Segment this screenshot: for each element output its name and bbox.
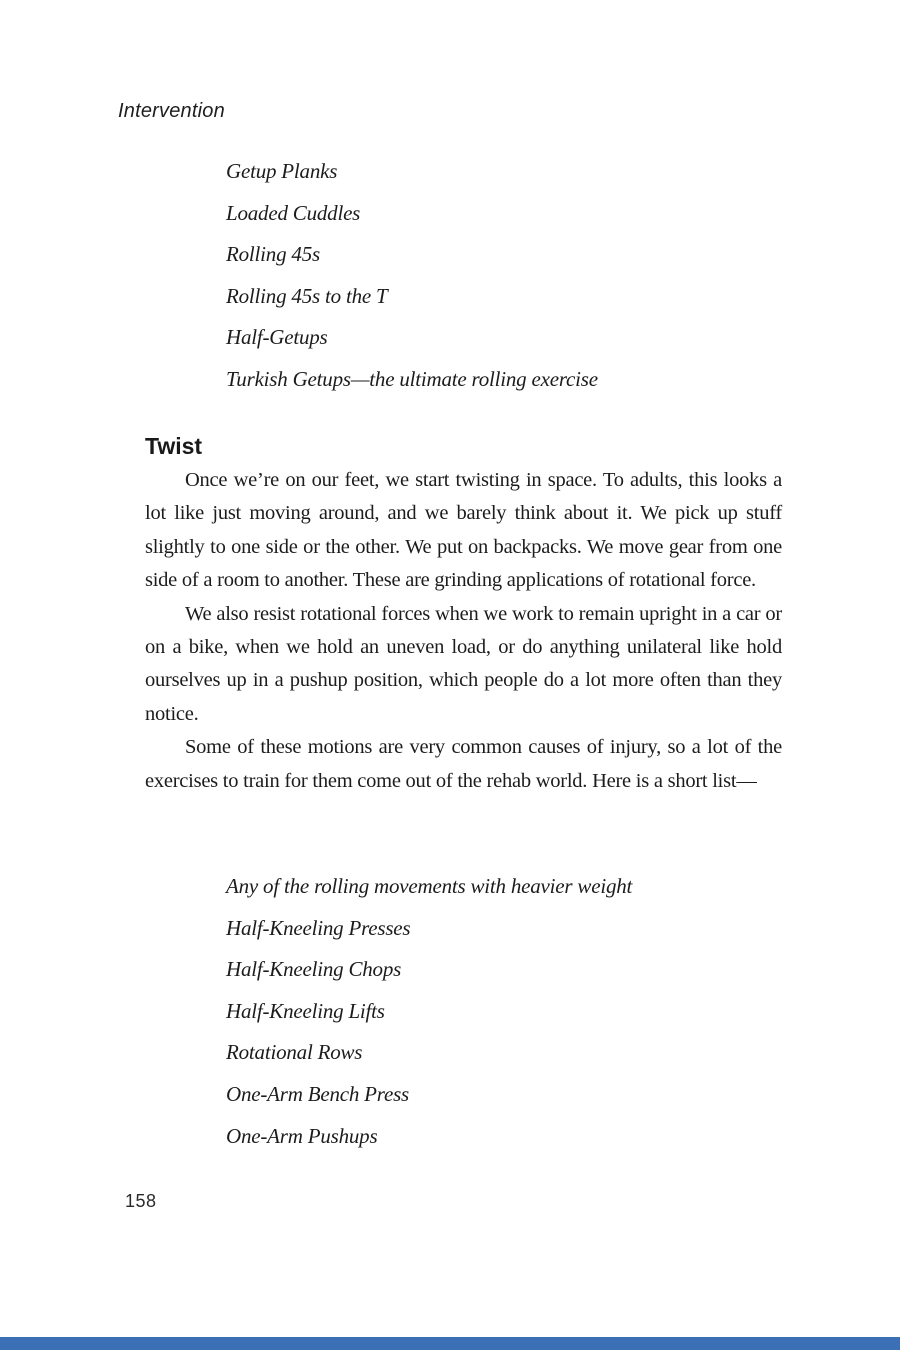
list-item: Half-Kneeling Presses	[226, 915, 411, 940]
list-item: One-Arm Bench Press	[226, 1081, 410, 1106]
body-paragraph: We also resist rotational forces when we work to remain upright in a car or on a bike, when we hold an uneven load, or do anything unilateral like hold ourselves up in a pushup position, which people do a lot more often than they notice.	[145, 602, 782, 725]
page-number: 158	[125, 1191, 157, 1211]
reader-bottom-bar	[0, 1337, 900, 1350]
list-item: Rotational Rows	[226, 1040, 363, 1065]
list-item: Half-Getups	[226, 325, 328, 350]
rolling-exercise-list	[226, 151, 598, 401]
list-item: Turkish Getups—the ultimate rolling exercise	[226, 366, 598, 391]
list-item: Half-Kneeling Chops	[226, 957, 402, 982]
list-item: Any of the rolling movements with heavier weight	[226, 874, 633, 898]
running-header: Intervention	[118, 100, 225, 122]
list-item: Half-Kneeling Lifts	[226, 998, 385, 1023]
list-item: Loaded Cuddles	[226, 200, 361, 225]
list-item: One-Arm Pushups	[226, 1123, 378, 1148]
list-item: Rolling 45s	[226, 242, 320, 267]
list-item: Rolling 45s to the T	[226, 283, 388, 308]
body-paragraph: Once we’re on our feet, we start twisting in space. To adults, this looks a lot like just moving around, and we barely think about it. We pick up stuff slightly to one side or the other. We put on backpacks. We move gear from one side of a room to another. These are grinding applications of rotational force.	[145, 469, 782, 592]
section-body	[145, 464, 782, 798]
list-item: Getup Planks	[226, 159, 338, 183]
twist-exercise-list	[226, 866, 632, 1157]
body-paragraph: Some of these motions are very common causes of injury, so a lot of the exercises to train for them come out of the rehab world. Here is a short list—	[145, 736, 782, 792]
section-heading: Twist	[145, 433, 203, 459]
